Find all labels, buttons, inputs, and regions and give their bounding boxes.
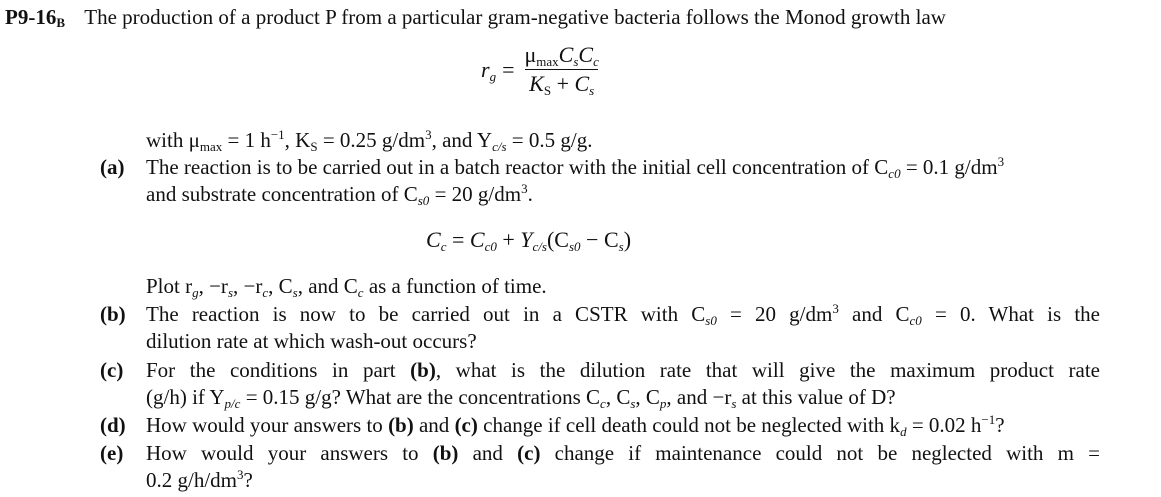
- cell-concentration-equation: $C_c = C_{c0} + Y_{c/s}(C_{s0} - C_s)$: [426, 227, 632, 254]
- problem-number: $P9-16_B$: [5, 5, 65, 30]
- part-b-label: (b): [100, 302, 126, 326]
- part-c-line-1: For the conditions in part (b), what is the dilution rate that will give the maximum product rate: [146, 358, 1100, 382]
- part-d-label: (d): [100, 413, 126, 437]
- part-e-line-1: How would your answers to (b) and (c) change if maintenance could not be neglected with m =: [146, 441, 1100, 465]
- part-b-line-1: The reaction is now to be carried out in a CSTR with $C_{s0} = 20$ $g/dm^3$ and $C_{c0} = 0$. What is the: [146, 301, 1101, 328]
- part-a-line-1: The reaction is to be carried out in a batch reactor with the initial cell concentration of $C_{c0} = 0.1$ $g/dm^3$: [146, 154, 1005, 181]
- part-c-label: (c): [100, 358, 124, 382]
- parameters-line: with $\mu_{max} = 1$ $h^{-1}$, $K_S = 0.25$ $g/dm^3$, and $Y_{c/s} = 0.5$ g/g.: [146, 127, 593, 154]
- part-a-line-2: and substrate concentration of $C_{s0} = 20$ $g/dm^3$.: [146, 181, 533, 208]
- part-e-line-2: 0.2 $g/h/dm^3$?: [146, 467, 253, 492]
- part-d-line: How would your answers to (b) and (c) change if cell death could not be neglected with $k_d = 0.02$ $h^{-1}$?: [146, 412, 1005, 439]
- part-a-label: (a): [100, 155, 125, 179]
- monod-fraction: [520, 42, 602, 98]
- problem-intro: The production of a product P from a particular gram-negative bacteria follows the Monod growth law: [84, 5, 946, 29]
- part-e-label: (e): [100, 441, 124, 465]
- plot-instruction: Plot $r_g$, $-r_s$, $-r_c$, $C_s$, and $C_c$ as a function of time.: [146, 274, 547, 300]
- monod-denominator: $K_S + C_s$: [525, 69, 598, 97]
- part-b-line-2: dilution rate at which wash-out occurs?: [146, 329, 477, 353]
- problem-header: [5, 5, 946, 30]
- monod-numerator: $\mu_{max}C_sC_c$: [524, 42, 599, 69]
- monod-equation: $r_g$ = $\frac{\mu_{max}C_sC_c}{K_S + C_s}$: [481, 42, 603, 98]
- part-c-line-2: (g/h) if $Y_{p/c} = 0.15$ g/g? What are the concentrations $C_c$, $C_s$, $C_p$, and $-r_s$ at this value of D?: [146, 385, 896, 411]
